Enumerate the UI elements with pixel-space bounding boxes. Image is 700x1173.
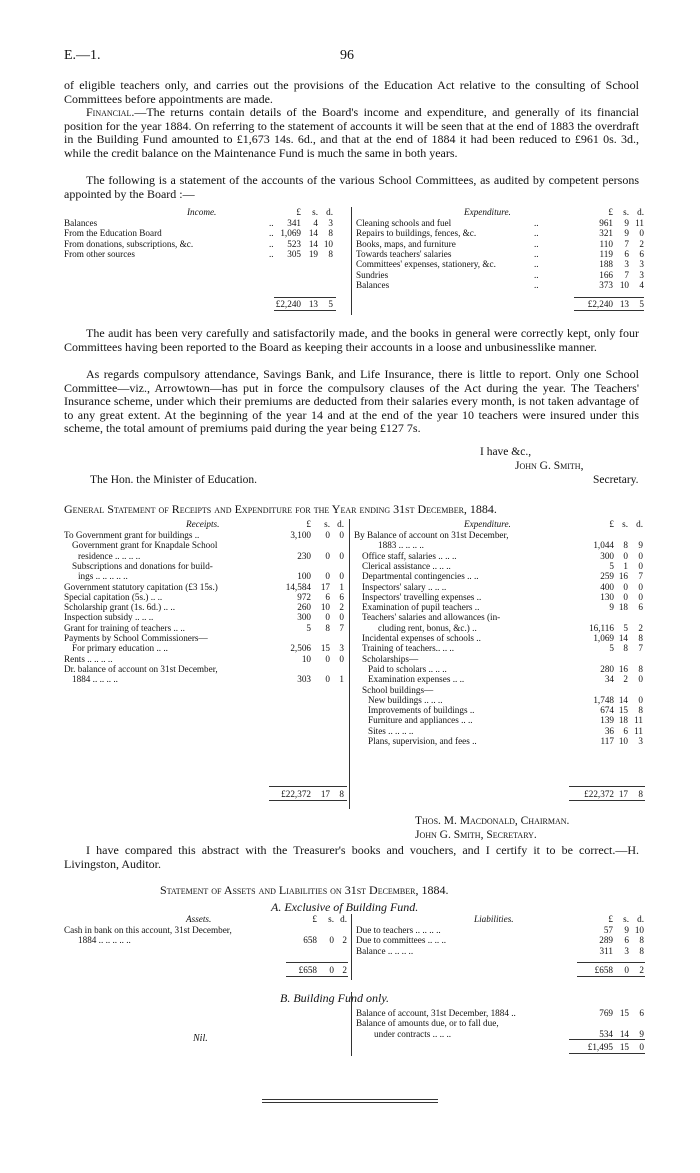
general-expenditure-total-pounds: £22,372: [584, 789, 614, 799]
general-expenditure-total-shillings: 17: [618, 789, 628, 799]
general-expenditure-value-shillings: 0: [623, 550, 628, 561]
paragraph-committees-intro: The following is a statement of the accounts of the various School Committees, as audited by competent persons appointed by the Board :—: [64, 173, 639, 201]
income-total-pounds: £2,240: [275, 299, 301, 309]
financial-heading: Financial.: [86, 105, 135, 119]
expenditure-value-pounds: 188: [599, 259, 613, 270]
general-expenditure-value-shillings: 1: [623, 560, 628, 571]
receipt-value-pence: 6: [339, 591, 344, 602]
general-expenditure-label: Improvements of buildings ..: [368, 705, 475, 716]
general-expenditure-value-pounds: 300: [600, 550, 614, 561]
receipt-value-shillings: 15: [320, 643, 330, 654]
receipt-value-pence: 2: [339, 602, 344, 613]
general-expenditure-lsd-header-pounds: £: [609, 519, 614, 529]
receipts-heading: Receipts.: [186, 519, 220, 529]
general-expenditure-label: Examination of pupil teachers ..: [362, 602, 480, 613]
general-expenditure-total-rule-bottom: [569, 800, 645, 801]
general-expenditure-value-pence: 11: [634, 725, 643, 736]
general-expenditure-lsd-header-pence: d.: [636, 519, 643, 529]
assets-total-shillings: 0: [329, 965, 334, 975]
receipts-lsd-header-pounds: £: [306, 519, 311, 529]
receipts-total-pounds: £22,372: [281, 789, 311, 799]
general-expenditure-total-rule-top: [569, 786, 645, 787]
receipt-value-pounds: 972: [297, 591, 311, 602]
receipts-total-shillings: 17: [320, 789, 330, 799]
general-expenditure-label: 1883 .. .. .. ..: [378, 540, 424, 551]
liability-value-pence: 8: [639, 935, 644, 946]
general-expenditure-value-shillings: 8: [623, 643, 628, 654]
receipt-value-pounds: 14,584: [285, 581, 311, 592]
liabilities-lsd-header-pounds: £: [608, 914, 613, 924]
receipt-value-pounds: 230: [297, 550, 311, 561]
receipt-label: 1884 .. .. .. ..: [72, 674, 118, 685]
general-expenditure-value-pounds: 280: [600, 663, 614, 674]
general-expenditure-label: School buildings—: [362, 684, 434, 695]
general-expenditure-value-pence: 0: [638, 550, 643, 561]
receipt-label: Subscriptions and donations for build-: [72, 560, 213, 571]
receipt-label: Government grant for Knapdale School: [72, 540, 218, 551]
general-expenditure-value-pence: 8: [638, 633, 643, 643]
general-expenditure-value-pounds: 5: [609, 560, 614, 571]
liabilities-heading: Liabilities.: [474, 914, 514, 924]
general-expenditure-value-pounds: 117: [600, 736, 614, 746]
building-value-pence: 9: [639, 1028, 644, 1039]
income-value-pence: 8: [328, 248, 333, 259]
income-value-shillings: 4: [313, 218, 318, 228]
income-value-shillings: 19: [308, 248, 318, 259]
receipt-value-pounds: 300: [297, 612, 311, 623]
assets-table-body: [64, 914, 644, 984]
receipt-label: For primary education .. ..: [72, 643, 168, 654]
income-heading: Income.: [187, 207, 217, 217]
expenditure-label: Books, maps, and furniture: [356, 238, 456, 249]
expenditure-leader: ..: [534, 228, 539, 239]
income-leader: ..: [269, 238, 274, 249]
liability-value-shillings: 9: [624, 925, 629, 935]
expenditure-lsd-header-pounds: £: [608, 207, 613, 217]
general-expenditure-label: Plans, supervision, and fees ..: [368, 736, 477, 746]
receipt-value-shillings: 0: [325, 653, 330, 664]
expenditure-value-pounds: 373: [599, 279, 613, 290]
expenditure-value-shillings: 10: [619, 279, 629, 290]
receipt-value-shillings: 10: [320, 602, 330, 613]
income-leader: ..: [269, 248, 274, 259]
expenditure-value-shillings: 9: [624, 218, 629, 228]
closing-line: I have &c.,: [480, 446, 532, 458]
general-expenditure-value-shillings: 16: [618, 571, 628, 582]
general-expenditure-label: Training of teachers.. .. ..: [362, 643, 455, 654]
general-expenditure-value-pence: 11: [634, 715, 643, 726]
expenditure-value-pence: 0: [639, 228, 644, 239]
section-a-title: A. Exclusive of Building Fund.: [271, 900, 419, 914]
assets-column-divider: [351, 914, 352, 980]
receipt-label: Payments by School Commissioners—: [64, 633, 208, 643]
general-expenditure-value-shillings: 8: [623, 540, 628, 551]
general-expenditure-value-pounds: 5: [609, 643, 614, 654]
income-leader: ..: [269, 228, 274, 239]
general-expenditure-value-shillings: 14: [618, 694, 628, 705]
receipts-lsd-header-pence: d.: [337, 519, 344, 529]
liabilities-lsd-header-pence: d.: [637, 914, 644, 924]
asset-value-pounds: 658: [303, 935, 317, 945]
receipt-value-pence: 3: [339, 643, 344, 654]
liability-value-shillings: 3: [624, 945, 629, 956]
income-label: Balances: [64, 218, 98, 228]
receipt-label: Grant for training of teachers .. ..: [64, 622, 185, 633]
building-total-rule-top: [569, 1039, 645, 1040]
expenditure-label: Towards teachers' salaries: [356, 248, 452, 259]
expenditure-total-pence: 5: [639, 299, 644, 309]
building-total-pounds: £1,495: [587, 1042, 613, 1052]
signer-title: Secretary.: [593, 474, 639, 486]
receipt-label: Inspection subsidy .. .. ..: [64, 612, 154, 623]
liability-value-pounds: 311: [599, 945, 613, 956]
assets-total-pence: 2: [342, 965, 347, 975]
expenditure-leader: ..: [534, 218, 539, 228]
building-table-body: [64, 1008, 644, 1058]
expenditure-lsd-header-shillings: s.: [623, 207, 629, 217]
income-label: From donations, subscriptions, &c.: [64, 238, 194, 249]
committees-table-body: [64, 207, 644, 317]
income-value-pence: 8: [328, 228, 333, 239]
receipt-value-shillings: 0: [325, 571, 330, 582]
expenditure-value-pence: 11: [635, 218, 644, 228]
receipt-value-pounds: 100: [297, 571, 311, 582]
general-expenditure-value-pence: 0: [638, 694, 643, 705]
secretary-signature: John G. Smith, Secretary.: [415, 829, 537, 841]
income-leader: ..: [269, 218, 274, 228]
general-expenditure-value-pounds: 9: [609, 602, 614, 613]
general-expenditure-label: Examination expenses .. ..: [368, 674, 465, 685]
general-expenditure-label: Sites .. .. .. ..: [368, 725, 414, 736]
liabilities-total-pounds: £658: [594, 965, 613, 975]
expenditure-value-shillings: 6: [624, 248, 629, 259]
receipt-label: ings .. .. .. .. ..: [78, 571, 128, 582]
liabilities-total-shillings: 0: [624, 965, 629, 975]
expenditure-leader: ..: [534, 259, 539, 270]
receipt-value-shillings: 0: [325, 550, 330, 561]
expenditure-value-pence: 6: [639, 248, 644, 259]
general-expenditure-label: Teachers' salaries and allowances (in-: [362, 612, 501, 623]
receipt-label: Government statutory capitation (£3 15s.): [64, 581, 218, 592]
receipt-value-pence: 7: [339, 622, 344, 633]
general-expenditure-total-pence: 8: [638, 789, 643, 799]
expenditure-label: Committees' expenses, stationery, &c.: [356, 259, 496, 270]
receipt-label: To Government grant for buildings ..: [64, 530, 200, 540]
building-total-shillings: 15: [619, 1042, 629, 1052]
page-number: 96: [340, 48, 354, 63]
receipt-value-shillings: 0: [325, 674, 330, 685]
asset-label-2: 1884 .. .. .. .. ..: [78, 935, 131, 945]
liability-value-pence: 10: [634, 925, 644, 935]
general-expenditure-value-pounds: 16,116: [589, 622, 614, 633]
receipt-label: residence .. .. .. ..: [78, 550, 141, 561]
assets-total-rule-top: [286, 962, 348, 963]
liabilities-total-rule-top: [577, 962, 645, 963]
general-expenditure-value-pence: 8: [638, 705, 643, 716]
paragraph-1: of eligible teachers only, and carries out the provisions of the Education Act relative to the consulting of School Committees before appointments are made.: [64, 78, 639, 106]
expenditure-leader: ..: [534, 269, 539, 280]
receipt-value-pounds: 5: [306, 622, 311, 633]
receipt-label: Scholarship grant (1s. 6d.) .. ..: [64, 602, 175, 613]
assets-lsd-header-pence: d.: [340, 914, 347, 924]
liability-value-shillings: 6: [624, 935, 629, 946]
assets-title: Statement of Assets and Liabilities on 31st December, 1884.: [160, 883, 449, 897]
auditor-certificate: I have compared this abstract with the Treasurer's books and vouchers, and I certify it to be correct.—H. Livingston, Auditor.: [64, 843, 639, 871]
general-expenditure-value-pounds: 36: [604, 725, 614, 736]
expenditure-value-pounds: 166: [599, 269, 613, 280]
expenditure-label: Repairs to buildings, fences, &c.: [356, 228, 477, 239]
expenditure-value-pence: 3: [639, 259, 644, 270]
building-label: under contracts .. .. ..: [374, 1028, 452, 1039]
general-expenditure-label: Inspectors' travelling expenses ..: [362, 591, 482, 602]
general-expenditure-value-pounds: 130: [600, 591, 614, 602]
expenditure-value-shillings: 7: [624, 238, 629, 249]
expenditure-leader: ..: [534, 248, 539, 259]
general-table-body: [64, 519, 643, 809]
receipt-value-pounds: 3,100: [290, 530, 311, 540]
liability-value-pounds: 57: [603, 925, 613, 935]
receipt-label: Rents .. .. .. ..: [64, 653, 113, 664]
liability-label: Due to teachers .. .. .. ..: [356, 925, 441, 935]
liabilities-total-rule-bottom: [577, 976, 645, 977]
liabilities-total-pence: 2: [639, 965, 644, 975]
expenditure-total-shillings: 13: [619, 299, 629, 309]
expenditure-value-pounds: 110: [599, 238, 613, 249]
liability-label: Due to committees .. .. ..: [356, 935, 447, 946]
general-expenditure-value-pence: 0: [638, 591, 643, 602]
general-expenditure-value-pence: 6: [638, 602, 643, 613]
expenditure-lsd-header-pence: d.: [637, 207, 644, 217]
general-expenditure-label: By Balance of account on 31st December,: [354, 530, 509, 540]
expenditure-value-pence: 2: [639, 238, 644, 249]
receipts-lsd-header-shillings: s.: [324, 519, 330, 529]
general-expenditure-value-pounds: 1,069: [593, 633, 614, 643]
building-value-pounds: 769: [599, 1008, 613, 1018]
general-expenditure-value-shillings: 10: [618, 736, 628, 746]
assets-lsd-header-pounds: £: [312, 914, 317, 924]
income-value-pounds: 305: [287, 248, 301, 259]
receipt-value-pence: 0: [339, 612, 344, 623]
receipt-value-pounds: 303: [297, 674, 311, 685]
general-expenditure-label: Clerical assistance .. .. ..: [362, 560, 451, 571]
general-expenditure-label: Inspectors' salary .. .. ..: [362, 581, 447, 592]
expenditure-label: Cleaning schools and fuel: [356, 218, 452, 228]
receipt-value-pence: 0: [339, 653, 344, 664]
expenditure-value-pounds: 321: [599, 228, 613, 239]
income-lsd-header-shillings: s.: [312, 207, 318, 217]
expenditure-total-pounds: £2,240: [587, 299, 613, 309]
liability-label: Balance .. .. .. ..: [356, 945, 414, 956]
liabilities-lsd-header-shillings: s.: [623, 914, 629, 924]
general-expenditure-value-shillings: 18: [618, 602, 628, 613]
general-expenditure-value-shillings: 18: [618, 715, 628, 726]
receipt-value-pounds: 260: [297, 602, 311, 613]
general-expenditure-label: Scholarships—: [362, 653, 419, 664]
expenditure-value-pounds: 961: [599, 218, 613, 228]
receipt-value-pence: 0: [339, 571, 344, 582]
income-label: From other sources: [64, 248, 135, 259]
expenditure-heading: Expenditure.: [464, 207, 511, 217]
expenditure-label: Balances: [356, 279, 390, 290]
general-expenditure-value-shillings: 15: [618, 705, 628, 716]
paragraph-audit: The audit has been very carefully and satisfactorily made, and the books in general were correctly kept, only four Committees having been reported to the Board as keeping their accounts in a loose and unbusinesslike manner.: [64, 326, 639, 354]
income-lsd-header-pence: d.: [326, 207, 333, 217]
liability-value-pence: 8: [639, 945, 644, 956]
asset-value-pence: 2: [342, 935, 347, 945]
income-total-rule-top: [274, 297, 336, 298]
general-expenditure-label: Paid to scholars .. .. ..: [368, 663, 447, 674]
general-expenditure-value-pence: 0: [638, 560, 643, 571]
liability-value-pounds: 289: [599, 935, 613, 946]
income-label: From the Education Board: [64, 228, 162, 239]
income-total-rule-bottom: [274, 310, 336, 311]
income-total-pence: 5: [328, 299, 333, 309]
building-label: Balance of amounts due, or to fall due,: [356, 1018, 499, 1029]
general-expenditure-value-pence: 8: [638, 663, 643, 674]
expenditure-value-shillings: 9: [624, 228, 629, 239]
general-expenditure-value-shillings: 6: [623, 725, 628, 736]
income-lsd-header-pounds: £: [296, 207, 301, 217]
receipt-value-pence: 1: [339, 581, 344, 592]
receipt-value-shillings: 8: [325, 622, 330, 633]
paragraph-insurance: As regards compulsory attendance, Savings Bank, and Life Insurance, there is little to report. Only one School Committee—viz., Arrowtown—has put in force the compulsory clauses of the Act during the year. The Teachers' Insurance scheme, under which their premiums are deducted from their salaries every month, is not taken advantage of to any great extent. At the beginning of the year 14 and at the end of the year 10 teachers were insured under this scheme, the total amount of premiums paid during the year being £127 7s.: [64, 367, 639, 436]
building-label: Balance of account, 31st December, 1884 ..: [356, 1008, 516, 1018]
header-code: E.—1.: [64, 48, 101, 63]
general-expenditure-value-shillings: 0: [623, 591, 628, 602]
general-expenditure-value-pence: 9: [638, 540, 643, 551]
expenditure-value-shillings: 7: [624, 269, 629, 280]
receipt-value-pence: 0: [339, 530, 344, 540]
building-value-shillings: 15: [619, 1008, 629, 1018]
general-expenditure-value-pounds: 1,044: [593, 540, 614, 551]
building-value-shillings: 14: [619, 1028, 629, 1039]
building-value-pounds: 534: [599, 1028, 613, 1039]
general-expenditure-label: Departmental contingencies .. ..: [362, 571, 479, 582]
income-value-pounds: 1,069: [280, 228, 301, 239]
general-expenditure-label: Furniture and appliances .. ..: [368, 715, 473, 726]
general-expenditure-value-shillings: 0: [623, 581, 628, 592]
end-rule: [262, 1099, 438, 1100]
expenditure-leader: ..: [534, 279, 539, 290]
income-value-pounds: 341: [287, 218, 301, 228]
receipt-label: Dr. balance of account on 31st December,: [64, 663, 218, 674]
receipt-value-pence: 1: [339, 674, 344, 685]
assets-heading: Assets.: [186, 914, 212, 924]
general-expenditure-value-pounds: 1,748: [593, 694, 614, 705]
general-expenditure-value-pence: 0: [638, 581, 643, 592]
building-total-pence: 0: [639, 1042, 644, 1052]
receipts-total-rule-top: [269, 786, 347, 787]
assets-lsd-header-shillings: s.: [328, 914, 334, 924]
general-expenditure-value-pence: 7: [638, 571, 643, 582]
receipt-value-pounds: 10: [301, 653, 311, 664]
receipt-label: Special capitation (5s.) .. ..: [64, 591, 163, 602]
asset-label-1: Cash in bank on this account, 31st December,: [64, 925, 232, 935]
general-expenditure-value-shillings: 16: [618, 663, 628, 674]
general-column-divider: [349, 519, 350, 809]
general-expenditure-label: New buildings .. .. ..: [368, 694, 443, 705]
receipts-total-rule-bottom: [269, 800, 347, 801]
general-expenditure-value-pence: 3: [638, 736, 643, 746]
building-column-divider: [351, 992, 352, 1056]
general-expenditure-value-shillings: 5: [623, 622, 628, 633]
addressee: The Hon. the Minister of Education.: [90, 474, 258, 486]
assets-total-pounds: £658: [298, 965, 317, 975]
building-total-rule-bottom: [569, 1053, 645, 1054]
receipt-value-shillings: 17: [320, 581, 330, 592]
general-expenditure-value-shillings: 2: [623, 674, 628, 685]
general-expenditure-lsd-header-shillings: s.: [622, 519, 628, 529]
general-expenditure-value-pounds: 674: [600, 705, 614, 716]
general-expenditure-heading: Expenditure.: [464, 519, 511, 529]
general-expenditure-value-pence: 0: [638, 674, 643, 685]
general-expenditure-value-pence: 7: [638, 643, 643, 654]
nil-assets: Nil.: [193, 1033, 208, 1044]
section-b-title: B. Building Fund only.: [280, 991, 389, 1005]
column-divider: [351, 207, 352, 315]
general-expenditure-value-pence: 2: [638, 622, 643, 633]
expenditure-label: Sundries: [356, 269, 389, 280]
general-statement-title: General Statement of Receipts and Expenditure for the Year ending 31st December, 1884.: [64, 502, 497, 516]
signer-name: John G. Smith,: [515, 460, 584, 472]
general-expenditure-value-shillings: 14: [618, 633, 628, 643]
receipt-value-pounds: 2,506: [290, 643, 311, 654]
receipt-value-shillings: 6: [325, 591, 330, 602]
expenditure-value-pence: 4: [639, 279, 644, 290]
expenditure-value-pence: 3: [639, 269, 644, 280]
general-expenditure-label: Incidental expenses of schools ..: [362, 633, 481, 643]
financial-text: —The returns contain details of the Board's income and expenditure, and generally of its financial position for the year 1884. On referring to the statement of accounts it will be seen that at the end of 1883 the overdraft in the Building Fund amounted to £1,673 14s. 6d., and that at the end of 1884 it had been reduced to £961 0s. 3d., while the credit balance on the Maintenance Fund is much the same in both years.: [64, 105, 639, 160]
general-expenditure-label: Office staff, salaries .. .. ..: [362, 550, 457, 561]
income-value-shillings: 14: [308, 228, 318, 239]
receipts-total-pence: 8: [339, 789, 344, 799]
chairman-signature: Thos. M. Macdonald, Chairman.: [415, 815, 570, 827]
paragraph-financial: [64, 106, 639, 160]
receipt-value-shillings: 0: [325, 612, 330, 623]
receipt-value-pence: 0: [339, 550, 344, 561]
end-rule-2: [262, 1102, 438, 1103]
general-expenditure-value-pounds: 400: [600, 581, 614, 592]
general-expenditure-label: cluding rent, bonus, &c.) ..: [378, 622, 477, 633]
income-total-shillings: 13: [308, 299, 318, 309]
expenditure-total-rule-bottom: [574, 310, 644, 311]
general-expenditure-value-pounds: 259: [600, 571, 614, 582]
income-value-shillings: 14: [308, 238, 318, 249]
income-value-pounds: 523: [287, 238, 301, 249]
expenditure-value-pounds: 119: [599, 248, 613, 259]
income-value-pence: 10: [323, 238, 333, 249]
receipt-value-shillings: 0: [325, 530, 330, 540]
building-value-pence: 6: [639, 1008, 644, 1018]
expenditure-value-shillings: 3: [624, 259, 629, 270]
general-expenditure-value-pounds: 139: [600, 715, 614, 726]
asset-value-shillings: 0: [329, 935, 334, 945]
expenditure-total-rule-top: [574, 297, 644, 298]
expenditure-leader: ..: [534, 238, 539, 249]
income-value-pence: 3: [328, 218, 333, 228]
assets-total-rule-bottom: [286, 976, 348, 977]
general-expenditure-value-pounds: 34: [604, 674, 614, 685]
